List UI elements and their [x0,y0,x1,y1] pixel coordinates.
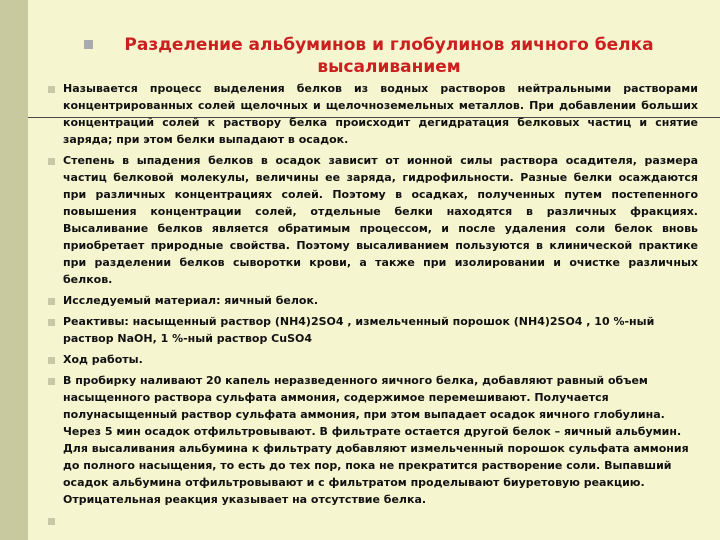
list-item [48,351,698,368]
list-item-text: Реактивы: насыщенный раствор (NH4)2SO4 , измельченный порошок (NH4)2SO4 , 10 %-ный раствор NaOH, 1 %-ный раствор CuSO4 [63,315,655,345]
list-item [48,152,698,288]
list-item-text: Степень в ыпадения белков в осадок зависит от ионной силы раствора осадителя, размера частиц белковой молекулы, величины ее заряда, гидрофильности. Разные белки осаждаются при различных концентрациях солей. Поэтому в осадках, полученных путем постепенного повышения концентрации солей, отдельные белки находятся в различных фракциях. Высаливание белков является обратимым процессом, и после удаления соли белок вновь приобретает природные свойства. Поэтому высаливанием пользуются в клинической практике при разделении белков сыворотки крови, а также при изолировании и очистке различных белков. [63,154,698,286]
bullet-icon [48,319,55,326]
list-item-text: Исследуемый материал: яичный белок. [63,294,319,307]
list-item [48,313,698,347]
title-row [104,34,674,78]
bullet-icon [48,518,55,525]
list-item [48,80,698,148]
list-item-text: В пробирку наливают 20 капель неразведенного яичного белка, добавляют равный объем насыщенного раствора сульфата аммония, содержимое перемешивают. Получается полунасыщенный раствор сульфата аммония, при этом выпадает осадок яичного глобулина. Через 5 мин осадок отфильтровывают. В фильтрате остается другой белок – яичный альбумин. Для высаливания альбумина к фильтрату добавляют измельченный порошок сульфата аммония до полного насыщения, то есть до тех пор, пока не прекратится растворение соли. Выпавший осадок альбумина отфильтровывают и с фильтратом проделывают биуретовую реакцию. Отрицательная реакция указывает на отсутствие белка. [63,374,689,506]
bullet-icon [48,86,55,93]
left-decorative-band [0,0,28,540]
bullet-icon [48,158,55,165]
bullet-icon [48,378,55,385]
list-item-text: Называется процесс выделения белков из водных растворов нейтральными растворами концентрированных солей щелочных и щелочноземельных металлов. При добавлении больших концентраций солей к раствору белка происходит дегидратация белковых частиц и снятие заряда; при этом белки выпадают в осадок. [63,82,698,146]
bullet-icon [48,298,55,305]
list-item-text: Ход работы. [63,353,143,366]
bullet-list [48,80,698,533]
list-item [48,372,698,508]
slide-title: Разделение альбуминов и глобулинов яичного белка высаливанием [124,35,654,77]
list-item-empty [48,512,698,529]
title-bullet-icon [84,40,93,49]
list-item [48,292,698,309]
bullet-icon [48,357,55,364]
